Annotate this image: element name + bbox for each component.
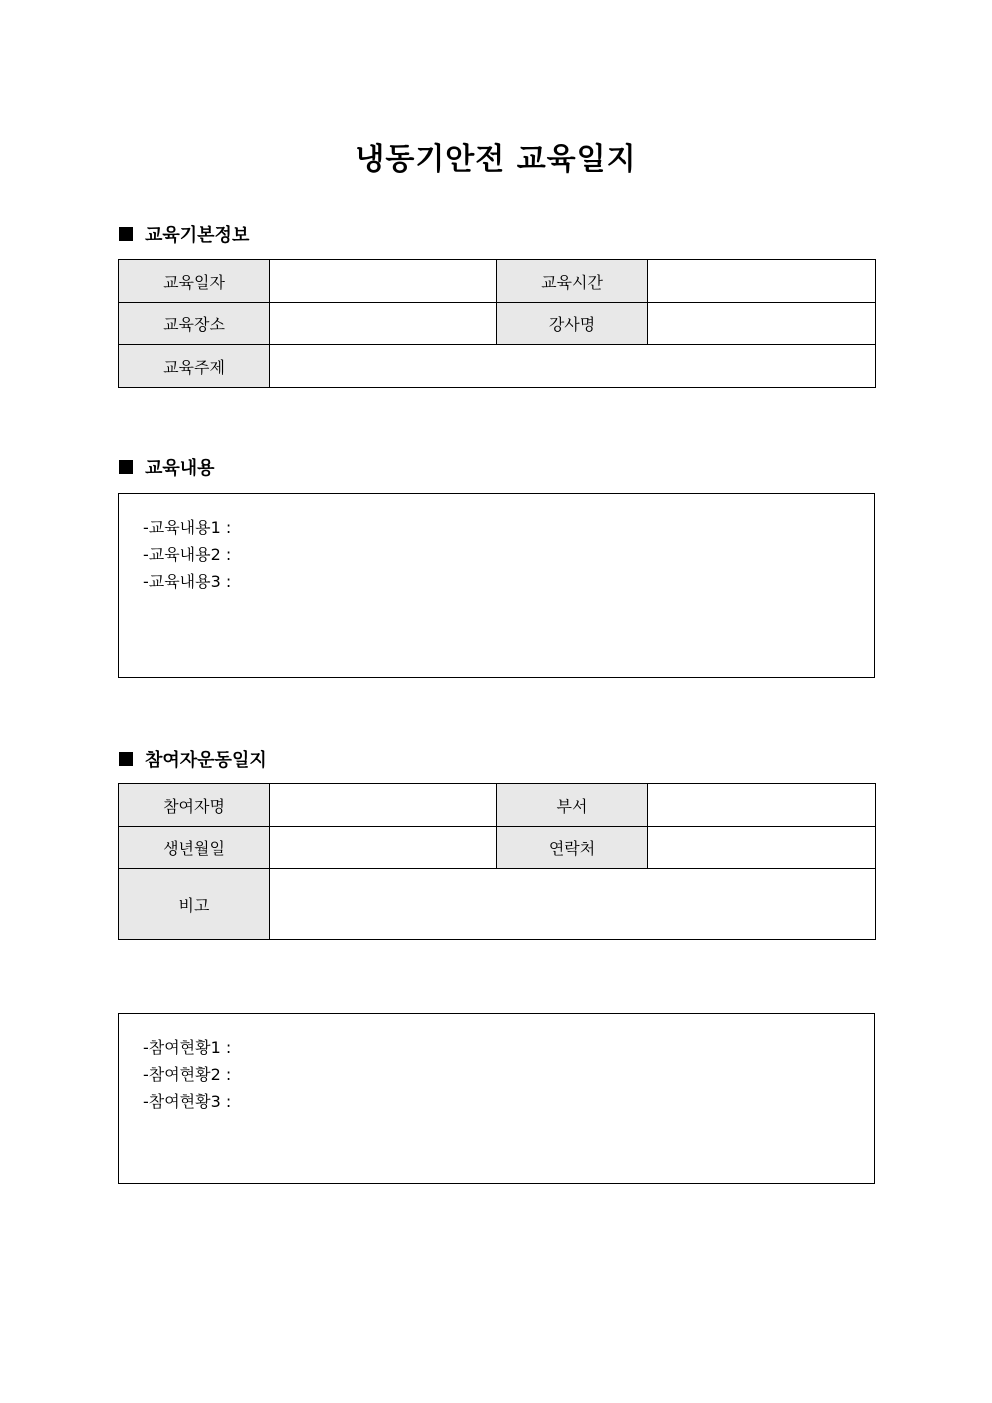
section-heading-label: 참여자운동일지 bbox=[145, 750, 267, 771]
label-cell-participant-name: 참여자명 bbox=[119, 784, 270, 827]
label-cell-remarks: 비고 bbox=[119, 869, 270, 940]
section-heading-participant bbox=[119, 747, 267, 771]
status-line-3: -참여현황3 : bbox=[143, 1092, 232, 1111]
label-cell-contact: 연락처 bbox=[497, 827, 648, 869]
square-bullet-icon bbox=[119, 752, 133, 766]
label-cell-birthdate: 생년월일 bbox=[119, 827, 270, 869]
square-bullet-icon bbox=[119, 227, 133, 241]
label-cell-instructor: 강사명 bbox=[497, 303, 648, 345]
section-heading-basic-info bbox=[119, 222, 249, 246]
content-line-3: -교육내용3 : bbox=[143, 572, 232, 591]
table-row bbox=[119, 784, 876, 827]
content-line-1: -교육내용1 : bbox=[143, 518, 232, 537]
label-cell-training-topic: 교육주제 bbox=[119, 345, 270, 388]
training-time-field[interactable] bbox=[648, 260, 876, 303]
training-location-field[interactable] bbox=[270, 303, 497, 345]
section-heading-content bbox=[119, 455, 215, 479]
label-cell-training-date: 교육일자 bbox=[119, 260, 270, 303]
training-date-field[interactable] bbox=[270, 260, 497, 303]
content-lines bbox=[143, 514, 231, 595]
training-topic-field[interactable] bbox=[270, 345, 876, 388]
department-field[interactable] bbox=[648, 784, 876, 827]
label-cell-training-location: 교육장소 bbox=[119, 303, 270, 345]
status-lines bbox=[143, 1034, 231, 1115]
table-row bbox=[119, 260, 876, 303]
participant-table bbox=[118, 783, 876, 940]
basic-info-table bbox=[118, 259, 876, 388]
participant-name-field[interactable] bbox=[270, 784, 497, 827]
label-cell-department: 부서 bbox=[497, 784, 648, 827]
table-row bbox=[119, 827, 876, 869]
birthdate-field[interactable] bbox=[270, 827, 497, 869]
status-line-1: -참여현황1 : bbox=[143, 1038, 232, 1057]
participation-status-box[interactable] bbox=[118, 1013, 875, 1184]
status-line-2: -참여현황2 : bbox=[143, 1065, 232, 1084]
square-bullet-icon bbox=[119, 460, 133, 474]
table-row bbox=[119, 303, 876, 345]
instructor-field[interactable] bbox=[648, 303, 876, 345]
training-content-box[interactable] bbox=[118, 493, 875, 678]
table-row bbox=[119, 345, 876, 388]
label-cell-training-time: 교육시간 bbox=[497, 260, 648, 303]
content-line-2: -교육내용2 : bbox=[143, 545, 232, 564]
table-row bbox=[119, 869, 876, 940]
remarks-field[interactable] bbox=[270, 869, 876, 940]
contact-field[interactable] bbox=[648, 827, 876, 869]
document-title: 냉동기안전 교육일지 bbox=[355, 142, 637, 177]
section-heading-label: 교육내용 bbox=[145, 458, 215, 479]
section-heading-label: 교육기본정보 bbox=[145, 225, 250, 246]
